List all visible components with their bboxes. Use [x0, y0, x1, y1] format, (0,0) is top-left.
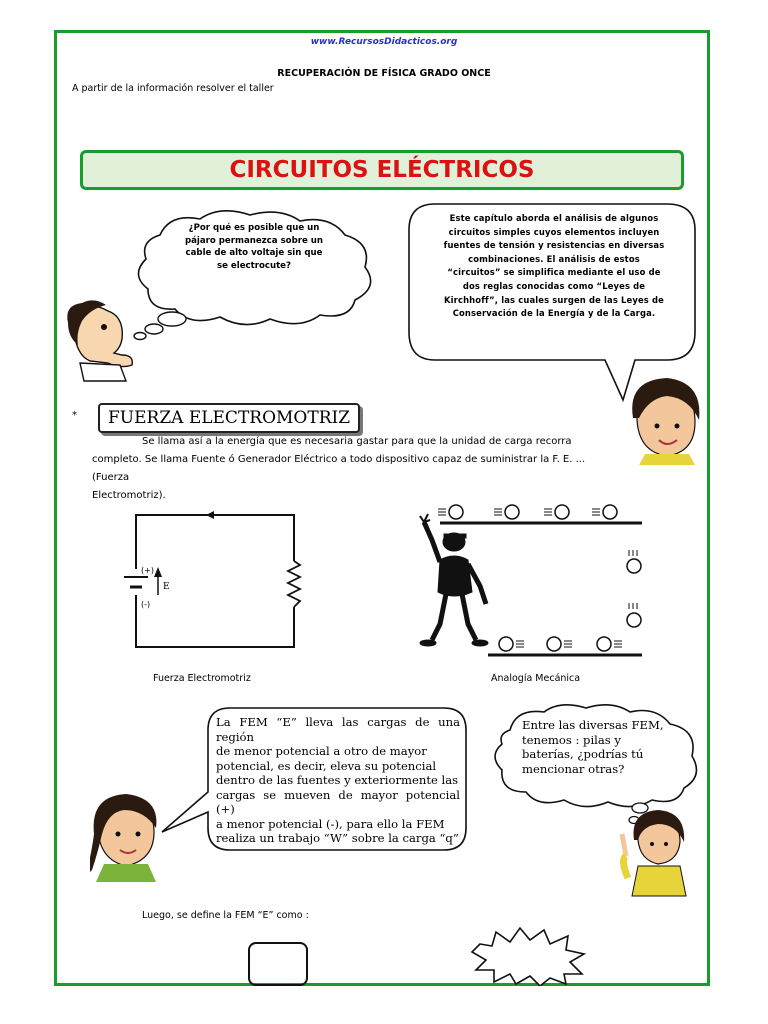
info-bubble-text: Este capítulo aborda el análisis de algunos circuitos simples cuyos elementos incluyen fuentes de tensión y resistencias en diversas combinaciones. El análisis de estos “circuitos” se simplifica mediante el uso de dos reglas conocidas como “Leyes de Kirchhoff”, las cuales surgen de las Leyes de Conservación de la Energía y de la Carga.	[443, 213, 665, 319]
battery-plus-label: (+)	[141, 566, 154, 575]
intro-text: A partir de la información resolver el taller	[72, 83, 274, 94]
fem-bubble-text: La FEM “E” lleva las cargas de una región de menor potencial a otro de mayor potencial, es decir, eleva su potencial dentro de las fuentes y exteriormente las cargas se mueven de mayor potencial (+) a menor potencial (-), para ello la FEM realiza un trabajo “W” sobre la carga “q”	[216, 715, 460, 845]
page-title: CIRCUITOS ELÉCTRICOS	[229, 157, 535, 183]
starburst-answer-shape[interactable]	[470, 926, 590, 986]
current-arrow-icon	[206, 511, 214, 519]
circuit-diagram	[118, 505, 308, 655]
girl-face-icon	[90, 794, 156, 882]
question-cloud-text: ¿Por qué es posible que un pájaro permanezca sobre un cable de alto voltaje sin que se electrocute?	[184, 223, 324, 271]
stick-man-icon	[420, 514, 488, 646]
title-banner	[80, 150, 684, 190]
website-link[interactable]: www.RecursosDidacticos.org	[310, 37, 458, 47]
battery-minus-label: (-)	[141, 600, 151, 609]
fem-definition-prompt: Luego, se define la FEM “E” como :	[142, 910, 309, 921]
section-title: FUERZA ELECTROMOTRIZ	[108, 408, 351, 428]
fem-cloud-text: Entre las diversas FEM, tenemos : pilas y baterías, ¿podrías tú mencionar otras?	[522, 718, 664, 776]
boy-face-icon	[632, 378, 699, 465]
page-heading: RECUPERACIÓN DE FÍSICA GRADO ONCE	[277, 68, 491, 79]
emf-label: E	[163, 582, 170, 592]
answer-box[interactable]	[248, 942, 308, 986]
circuit-caption: Fuerza Electromotriz	[153, 673, 251, 684]
section-title-box	[98, 403, 360, 433]
section-paragraph: Se llama así a la energía que es necesaria gastar para que la unidad de carga recorra completo. Se llama Fuente ó Generador Eléctrico a todo dispositivo capaz de suministrar la F. E. ... (Fuerza Electromotriz).	[92, 436, 586, 501]
mechanical-analogy-diagram	[410, 500, 650, 665]
thinking-man-icon	[67, 300, 132, 381]
analogy-caption: Analogía Mecánica	[491, 673, 581, 684]
section-bullet: *	[72, 410, 77, 421]
